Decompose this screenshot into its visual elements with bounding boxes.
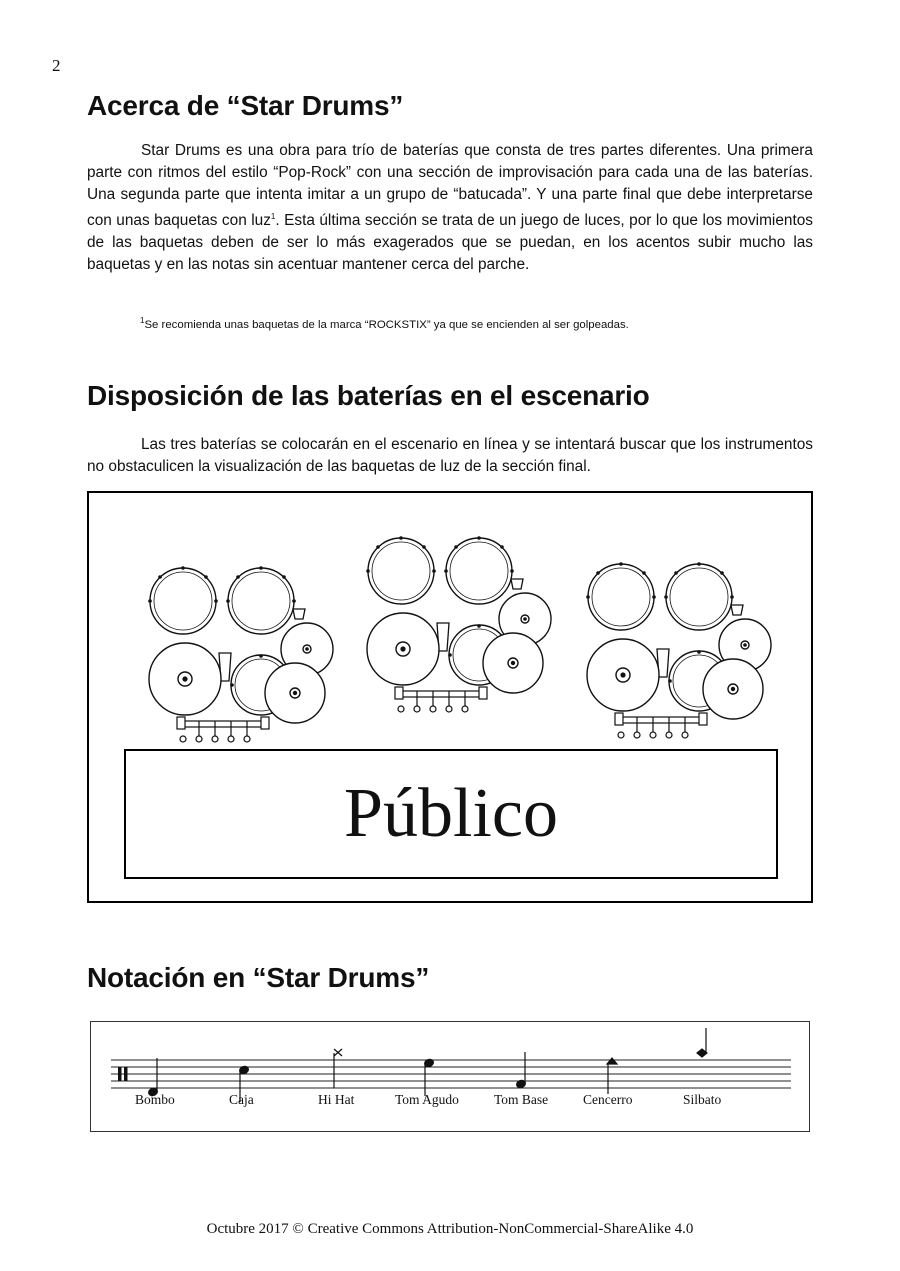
layout-paragraph: Las tres baterías se colocarán en el escenario en línea y se intentará buscar que los instrumentos no obstaculicen la visualización de las baquetas de luz de la sección final. [87, 436, 813, 475]
instrument-label: Silbato [683, 1092, 722, 1107]
about-paragraph [87, 140, 813, 276]
footnote [140, 316, 629, 331]
drum-kit-right [583, 557, 783, 757]
percussion-clef [118, 1067, 122, 1081]
instrument-label: Cencerro [583, 1092, 633, 1107]
footnote-mark: 1 [140, 316, 145, 325]
footnote-reference[interactable]: 1 [270, 212, 276, 221]
note-cencerro [607, 1058, 617, 1094]
license-footer: Octubre 2017 © Creative Commons Attribution-NonCommercial-ShareAlike 4.0 [206, 1221, 694, 1237]
about-paragraph-main: Star Drums es una obra para trío de baterías que consta de tres partes diferentes. Una primera parte con ritmos del estilo “Pop-Rock” con una sección de improvisación para cada una de las baterías. Una segunda parte que intenta imitar a un grupo de “batucada”. Y una parte final que debe interpretarse con unas baquetas con luz [87, 142, 813, 230]
instrument-label: Tom Base [494, 1092, 549, 1107]
page-number: 2 [52, 56, 61, 75]
instrument-label: Hi Hat [318, 1092, 355, 1107]
section-title-about: Acerca de “Star Drums” [87, 90, 404, 121]
section-title-notation: Notación en “Star Drums” [87, 962, 430, 993]
footnote-text: Se recomienda unas baquetas de la marca “ROCKSTIX” ya que se encienden al ser golpeadas. [144, 318, 629, 331]
notation-legend [90, 1021, 810, 1132]
about-paragraph-end: . Esta última sección se trata de un juego de luces, por lo que los movimientos de las baquetas deben de ser lo más exagerados que se puedan, en los acentos subir mucho las baquetas y en las notas sin acentuar mantener cerca del parche. [87, 212, 813, 274]
note-bombo [148, 1058, 159, 1097]
section-title-layout: Disposición de las baterías en el escenario [87, 380, 650, 411]
note-tom-base [516, 1052, 527, 1089]
audience-label: Público [344, 775, 558, 852]
stage-diagram [87, 491, 813, 903]
drum-kit-center [363, 531, 563, 731]
instrument-label: Tom Agudo [395, 1092, 459, 1107]
instrument-label: Bombo [135, 1092, 175, 1107]
note-hihat [334, 1049, 342, 1088]
staff-lines [111, 1060, 791, 1088]
instrument-label: Caja [229, 1092, 254, 1107]
note-tom-agudo [424, 1058, 435, 1096]
drum-kit-left [145, 561, 345, 761]
note-silbato [697, 1028, 707, 1057]
audience-area [124, 749, 778, 879]
